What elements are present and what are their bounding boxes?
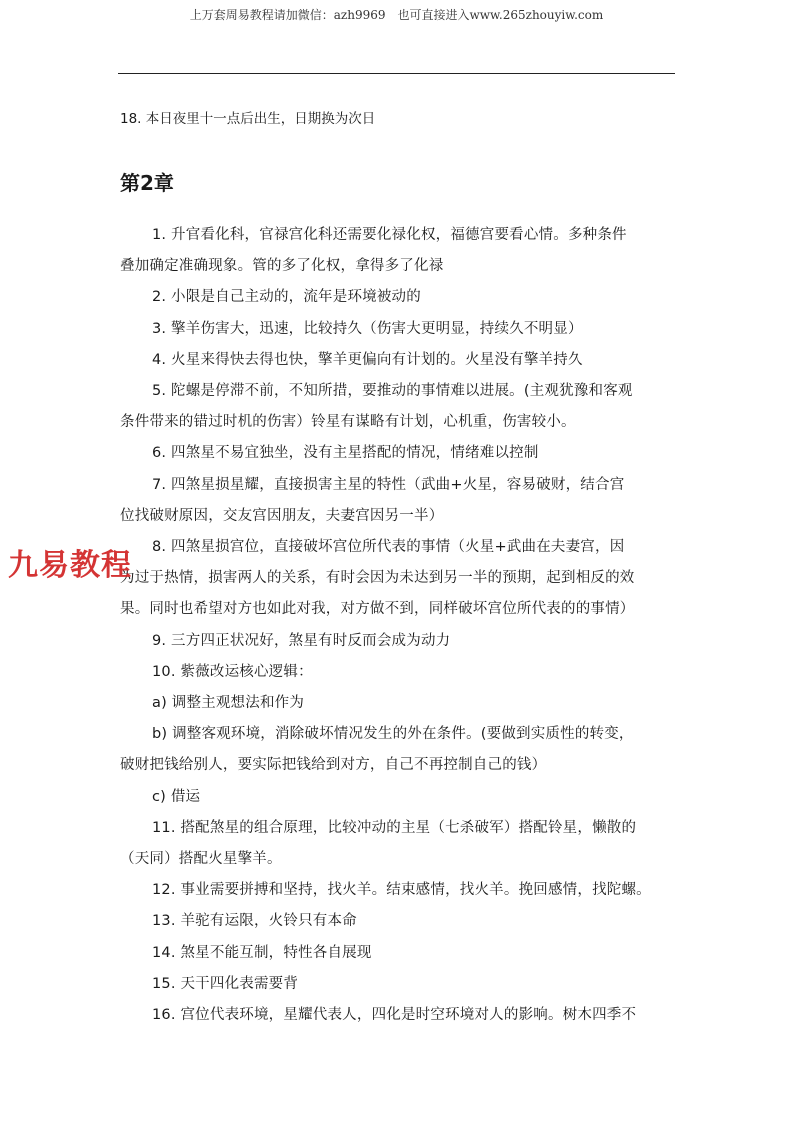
list-item: 13. 羊驼有运限，火铃只有本命 — [152, 913, 357, 930]
list-item: b) 调整客观环境，消除破坏情况发生的外在条件。(要做到实质性的转变， 破财把钱给别人，要实际把钱给到对方，自己不再控制自己的钱） — [120, 726, 634, 774]
list-item: 16. 宫位代表环境，星耀代表人，四化是时空环境对人的影响。树木四季不 — [152, 1007, 637, 1024]
list-item: 8. 四煞星损宫位，直接破坏宫位所代表的事情（火星+武曲在夫妻宫，因 为过于热情，损害两人的关系，有时会因为未达到另一半的预期，起到相反的效 果。同时也希望对方也如此对我，对方做不到，同样破坏宫位所代表的的事情） — [120, 539, 635, 618]
watermark-logo: 九易教程 — [8, 548, 132, 583]
header-divider — [118, 73, 675, 74]
item-list — [120, 220, 675, 1031]
chapter-title: 第2章 — [120, 171, 174, 195]
list-item: 2. 小限是自己主动的，流年是环境被动的 — [152, 289, 421, 306]
list-item: a) 调整主观想法和作为 — [152, 695, 305, 712]
list-item: 14. 煞星不能互制，特性各自展现 — [152, 944, 372, 961]
list-item: 1. 升官看化科，官禄宫化科还需要化禄化权，福德宫要看心情。多种条件 叠加确定准确现象。管的多了化权，拿得多了化禄 — [120, 227, 627, 275]
list-item: 4. 火星来得快去得也快，擎羊更偏向有计划的。火星没有擎羊持久 — [152, 351, 583, 368]
list-item: 3. 擎羊伤害大，迅速，比较持久（伤害大更明显，持续久不明显） — [152, 320, 583, 337]
list-item: c) 借运 — [152, 788, 201, 805]
list-item: 15. 天干四化表需要背 — [152, 975, 299, 992]
list-item: 12. 事业需要拼搏和坚持，找火羊。结束感情，找火羊。挽回感情，找陀螺。 — [152, 882, 651, 899]
list-item: 5. 陀螺是停滞不前，不知所措，要推动的事情难以进展。(主观犹豫和客观 条件带来的错过时机的伤害）铃星有谋略有计划，心机重，伤害较小。 — [120, 383, 633, 431]
top-banner: 上万套周易教程请加微信：azh9969 也可直接进入www.265zhouyiw.com — [189, 8, 604, 22]
list-item: 11. 搭配煞星的组合原理，比较冲动的主星（七杀破军）搭配铃星，懒散的 （天同）搭配火星擎羊。 — [120, 819, 637, 868]
list-item: 6. 四煞星不易宜独坐，没有主星搭配的情况，情绪难以控制 — [152, 445, 539, 462]
list-item: 7. 四煞星损星耀，直接损害主星的特性（武曲+火星，容易破财，结合宫 位找破财原因，交友宫因朋友，夫妻宫因另一半） — [120, 476, 625, 524]
note-line: 18. 本日夜里十一点后出生，日期换为次日 — [120, 111, 376, 127]
list-item: 9. 三方四正状况好，煞星有时反而会成为动力 — [152, 632, 451, 649]
list-item: 10. 紫薇改运核心逻辑： — [152, 663, 313, 680]
